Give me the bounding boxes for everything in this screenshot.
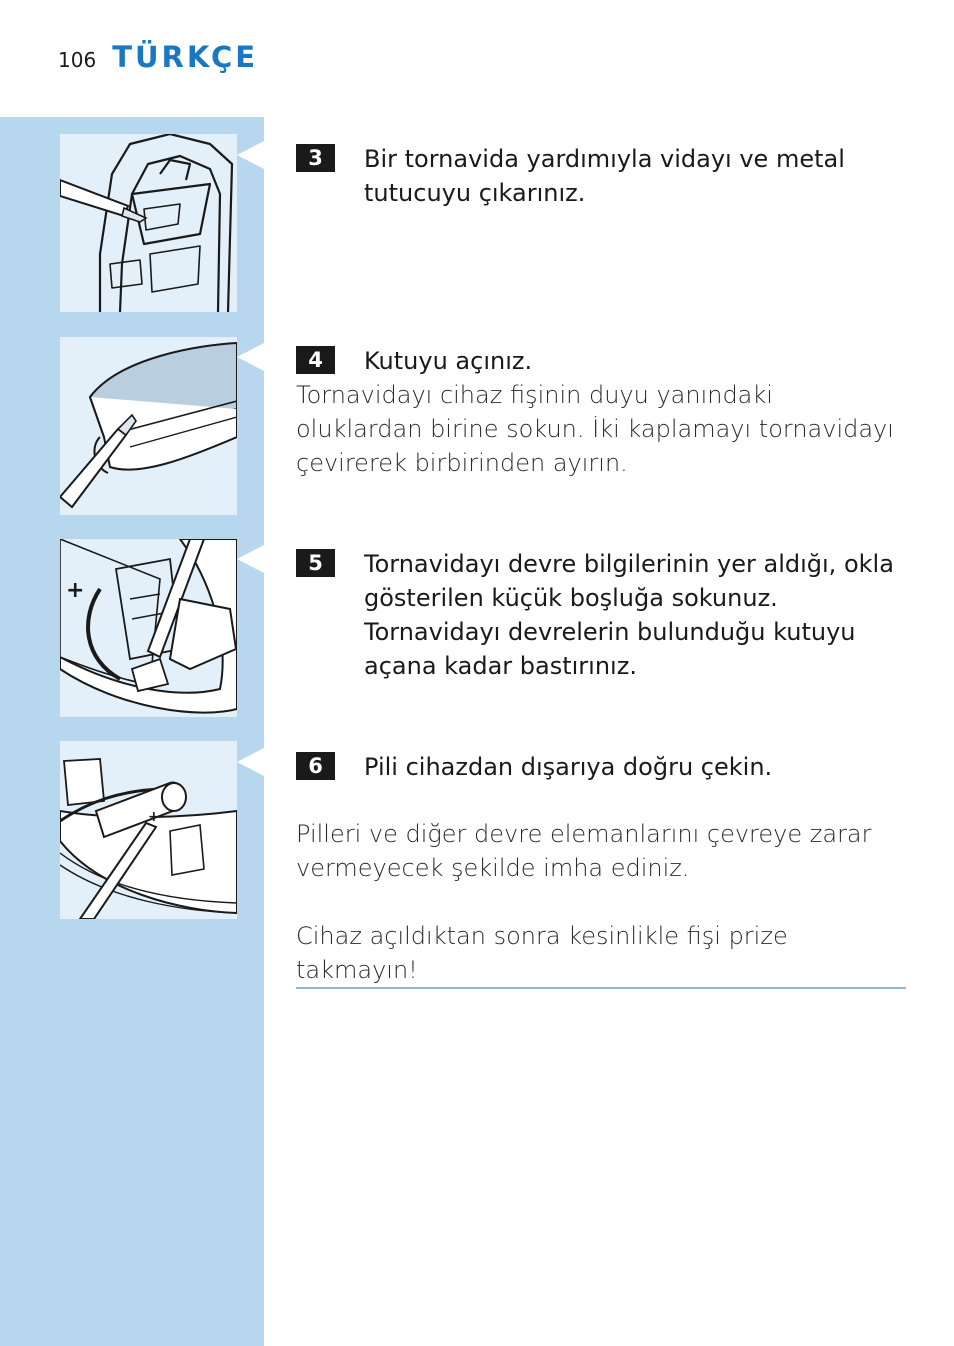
sidebar-tab-notch (237, 748, 264, 776)
step-number-badge: 5 (296, 549, 335, 577)
step-instruction: Kutuyu açınız. (364, 347, 533, 375)
step-instruction: Bir tornavida yardımıyla vidayı ve metal tutucuyu çıkarınız. (364, 145, 845, 207)
step-3 (296, 142, 906, 210)
step-number-badge: 3 (296, 144, 335, 172)
battery-removal-illustration (60, 741, 237, 919)
warning-text: Cihaz açıldıktan sonra kesinlikle fişi prize takmayın! (296, 919, 906, 989)
illustration-step-5 (60, 539, 237, 717)
step-number-badge: 4 (296, 346, 335, 374)
illustration-step-3 (60, 134, 237, 312)
plus-label: + (148, 809, 160, 825)
page-header (58, 40, 258, 74)
step-5 (296, 547, 906, 683)
section-title: TÜRKÇE (112, 40, 259, 74)
step-4 (296, 344, 906, 480)
screwdriver-metal-holder-illustration (60, 134, 237, 312)
plus-label: + (66, 578, 85, 603)
illustration-step-6 (60, 741, 237, 919)
step-6 (296, 750, 906, 784)
disposal-text: Pilleri ve diğer devre elemanlarını çevreye zarar vermeyecek şekilde imha ediniz. (296, 820, 872, 882)
page-number: 106 (58, 48, 97, 72)
sidebar-tab-notch (237, 545, 264, 573)
screwdriver-open-housing-illustration (60, 337, 237, 515)
step-number-badge: 6 (296, 752, 335, 780)
sidebar-tab-notch (237, 343, 264, 371)
sidebar-tab-notch (237, 141, 264, 169)
warning-note (296, 919, 906, 989)
illustration-step-4 (60, 337, 237, 515)
step-description: Tornavidayı cihaz fişinin duyu yanındaki oluklardan birine sokun. İki kaplamayı tornavidayı çevirerek birbirinden ayırın. (296, 381, 894, 477)
step-instruction: Tornavidayı devre bilgilerinin yer aldığı, okla gösterilen küçük boşluğa sokunuz. Tornavidayı devrelerin bulunduğu kutuyu açana kadar bastırınız. (364, 550, 894, 680)
screwdriver-circuit-box-illustration (60, 539, 237, 717)
step-instruction: Pili cihazdan dışarıya doğru çekin. (364, 753, 773, 781)
disposal-note (296, 817, 906, 885)
